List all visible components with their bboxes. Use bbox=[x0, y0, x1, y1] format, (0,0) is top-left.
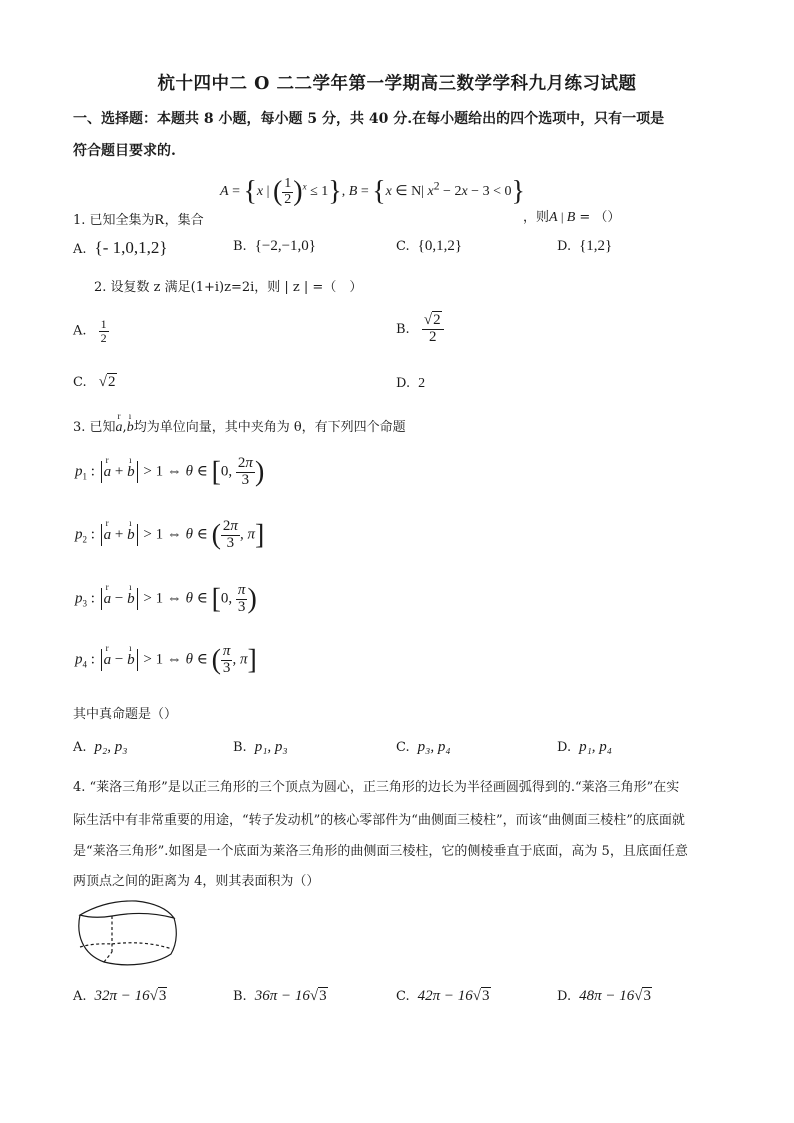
q3-proposition-p2: $p_2$ : r a + ı b > 1 ⇔ θ ∈ ( $\frac{2\pi}{3}$ , π] bbox=[75, 519, 264, 552]
q4-stem-line3: 是“莱洛三角形”.如图是一个底面为莱洛三角形的曲侧面三棱柱，它的侧棱垂直于底面，高为 5，且底面任意 bbox=[73, 844, 688, 859]
q4-option-c[interactable]: C. 42π − 16√3 bbox=[396, 988, 490, 1004]
q1-sets-formula: A = {x | ( $\frac{1}{2}$ )$^x$ ≤ 1}, B = {x ∈ N| $x^2 - 2x - 3 < 0$} bbox=[220, 175, 525, 207]
q1-stem: 1. 已知全集为R，集合 bbox=[73, 212, 204, 228]
q3-proposition-p1: $p_1$ : r a + ı b > 1 ⇔ θ ∈ [0, $\frac{2\pi}{3}$ ) bbox=[75, 456, 264, 489]
q1-option-c[interactable]: C. {0,1,2} bbox=[396, 238, 463, 254]
q1-stem-end: ，则A | B = （） bbox=[523, 209, 621, 225]
page-title: 杭十四中二 O 二二学年第一学期高三数学学科九月练习试题 bbox=[157, 74, 637, 94]
q2-option-c[interactable]: C. √2 bbox=[73, 374, 116, 390]
q4-option-a[interactable]: A. 32π − 16√3 bbox=[73, 988, 167, 1004]
q2-option-d[interactable]: D. 2 bbox=[396, 376, 426, 391]
q3-proposition-p3: $p_3$ : r a − ı b > 1 ⇔ θ ∈ [0, $\frac{\pi}{3}$ ) bbox=[75, 583, 257, 616]
reuleaux-prism-figure bbox=[74, 898, 186, 970]
section-heading-line2: 符合题目要求的. bbox=[73, 143, 176, 159]
q4-option-d[interactable]: D. 48π − 16√3 bbox=[557, 988, 651, 1004]
q3-stem: 3. 已知r a,ı b均为单位向量，其中夹角为 θ，有下列四个命题 bbox=[73, 416, 406, 436]
q1-option-a[interactable]: A. {- 1,0,1,2} bbox=[73, 238, 168, 257]
q3-option-b[interactable]: B. p₁, p₃ bbox=[233, 739, 288, 755]
q2-option-a[interactable]: A. $\frac{1}{2}$ bbox=[73, 317, 107, 345]
q3-option-c[interactable]: C. p₃, p₄ bbox=[396, 739, 451, 755]
q1-option-d[interactable]: D. {1,2} bbox=[557, 238, 613, 254]
section-heading-line1: 一、选择题：本题共 8 小题，每小题 5 分，共 40 分.在每小题给出的四个选项中，只有一项是 bbox=[73, 111, 665, 127]
q3-option-a[interactable]: A. p₂, p₃ bbox=[73, 739, 128, 755]
q2-stem: 2. 设复数 z 满足(1+i)z=2i，则 | z | =（ ） bbox=[94, 280, 363, 295]
q1-option-b[interactable]: B. {−2,−1,0} bbox=[233, 238, 317, 254]
q4-option-b[interactable]: B. 36π − 16√3 bbox=[233, 988, 327, 1004]
q4-stem-line2: 际生活中有非常重要的用途，“转子发动机”的核心零部件为“曲侧面三棱柱”，而该“曲侧面三棱柱”的底面就 bbox=[73, 813, 685, 828]
q3-conclusion: 其中真命题是（） bbox=[73, 707, 178, 722]
q3-proposition-p4: $p_4$ : r a − ı b > 1 ⇔ θ ∈ ( $\frac{\pi}{3}$ , π] bbox=[75, 644, 257, 677]
q3-option-d[interactable]: D. p₁, p₄ bbox=[557, 739, 613, 755]
q2-option-b[interactable]: B. $\frac{√2}{2}$ bbox=[396, 313, 444, 346]
q4-stem-line4: 两顶点之间的距离为 4，则其表面积为（） bbox=[73, 874, 320, 889]
q4-stem-line1: 4. “莱洛三角形”是以正三角形的三个顶点为圆心，正三角形的边长为半径画圆弧得到的.“莱洛三角形”在实 bbox=[73, 780, 680, 795]
